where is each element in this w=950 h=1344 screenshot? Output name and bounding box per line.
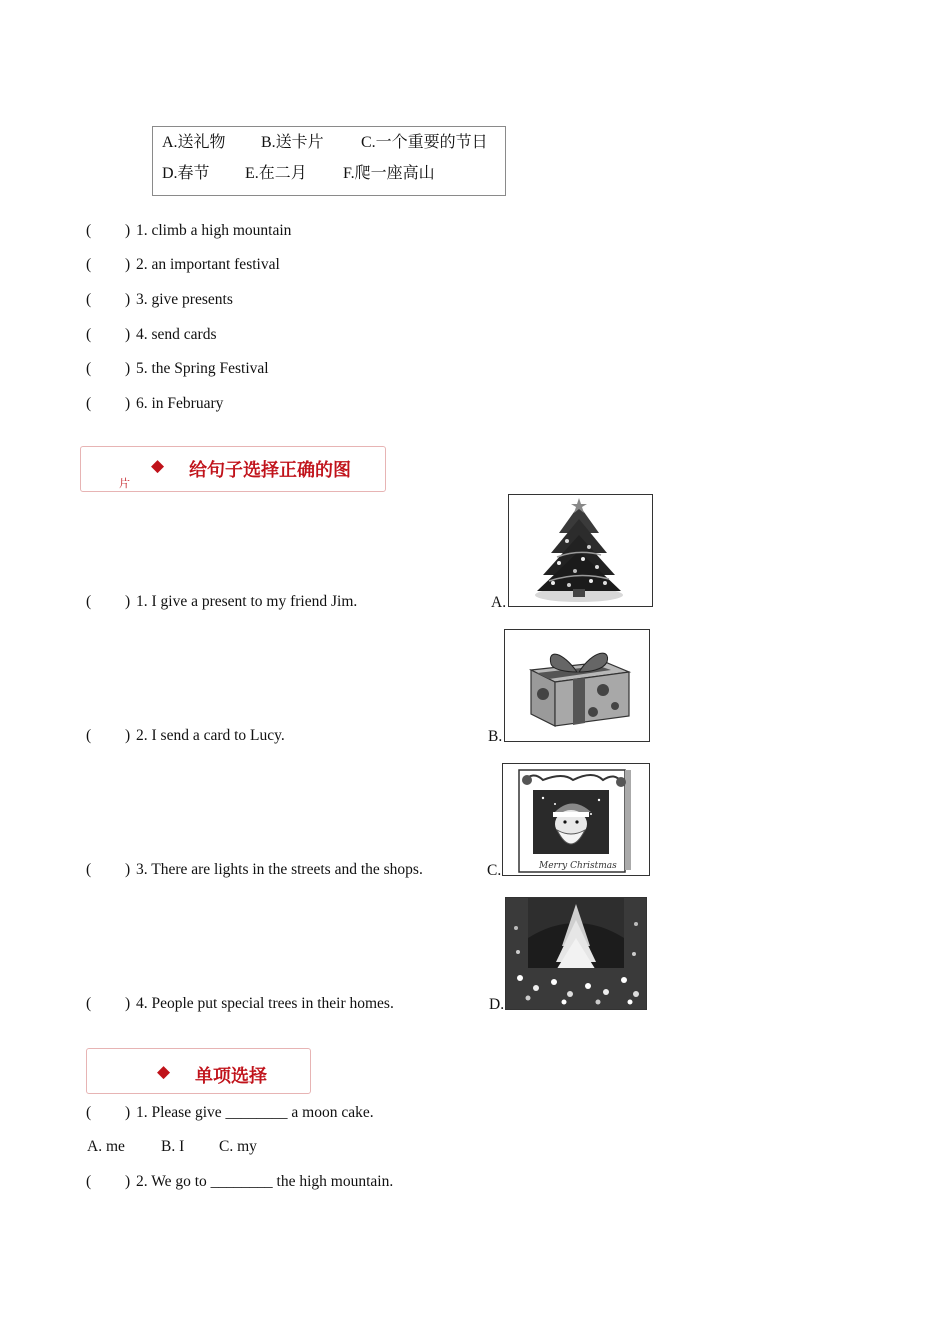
answer-blank-close: ) [125,360,131,377]
matching-text: 5. the Spring Festival [136,360,269,377]
answer-blank-open[interactable]: ( [86,1104,92,1121]
answer-blank-open[interactable]: ( [86,291,92,308]
option-c: C.一个重要的节日 [361,134,488,151]
card-caption: Merry Christmas [539,861,617,871]
option-c[interactable]: C. my [219,1138,257,1155]
question-text: 2. We go to ________ the high mountain. [136,1173,394,1190]
answer-blank-open[interactable]: ( [86,326,92,343]
matching-text: 1. climb a high mountain [136,222,292,239]
option-a: A.送礼物 [162,134,226,151]
stray-mark: 片 [119,477,130,490]
lights-street-icon [505,897,647,1010]
section-header-picture-match [80,446,386,492]
picture-letter-a: A. [491,594,507,611]
section-header-single-choice [86,1048,311,1094]
answer-blank-open[interactable]: ( [86,1173,92,1190]
option-d: D.春节 [162,165,210,182]
answer-blank-close: ) [125,326,131,343]
answer-blank-open[interactable]: ( [86,727,92,744]
answer-blank-close: ) [125,995,131,1012]
picture-letter-b: B. [488,728,503,745]
matching-text: 2. an important festival [136,256,280,273]
answer-blank-close: ) [125,291,131,308]
answer-blank-close: ) [125,727,131,744]
answer-blank-close: ) [125,1173,131,1190]
diamond-icon: ◆ [151,456,165,476]
picture-letter-d: D. [489,996,505,1013]
option-a[interactable]: A. me [87,1138,125,1155]
option-b: B.送卡片 [261,134,324,151]
answer-blank-open[interactable]: ( [86,395,92,412]
answer-blank-open[interactable]: ( [86,360,92,377]
answer-blank-close: ) [125,1104,131,1121]
answer-blank-close: ) [125,256,131,273]
section-title: 单项选择 [195,1066,267,1087]
sentence-text: 3. There are lights in the streets and the shops. [136,861,423,878]
question-text: 1. Please give ________ a moon cake. [136,1104,374,1121]
answer-blank-open[interactable]: ( [86,256,92,273]
answer-blank-open[interactable]: ( [86,995,92,1012]
answer-blank-close: ) [125,395,131,412]
matching-text: 3. give presents [136,291,233,308]
answer-blank-close: ) [125,222,131,239]
matching-text: 4. send cards [136,326,217,343]
options-box [152,126,506,196]
sentence-text: 2. I send a card to Lucy. [136,727,285,744]
sentence-text: 1. I give a present to my friend Jim. [136,593,358,610]
christmas-tree-icon [508,494,653,607]
answer-blank-close: ) [125,593,131,610]
section-title: 给句子选择正确的图 [189,460,351,481]
diamond-icon: ◆ [157,1062,171,1082]
christmas-card-icon [502,763,650,876]
option-e: E.在二月 [245,165,307,182]
choice-options-1 [87,1138,257,1156]
option-f: F.爬一座高山 [343,165,435,182]
sentence-text: 4. People put special trees in their homes. [136,995,394,1012]
answer-blank-open[interactable]: ( [86,861,92,878]
gift-box-icon [504,629,650,742]
answer-blank-open[interactable]: ( [86,593,92,610]
matching-text: 6. in February [136,395,224,412]
answer-blank-open[interactable]: ( [86,222,92,239]
answer-blank-close: ) [125,861,131,878]
option-b[interactable]: B. I [161,1138,185,1155]
picture-letter-c: C. [487,862,502,879]
